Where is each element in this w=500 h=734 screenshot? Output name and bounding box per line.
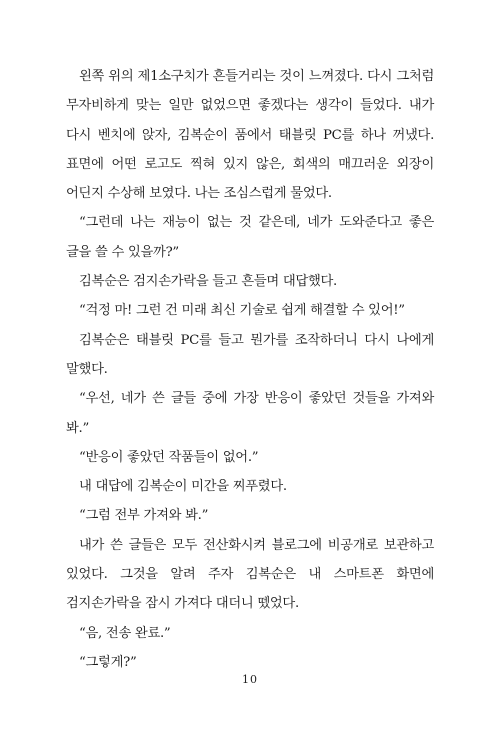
paragraph: “우선, 네가 쓴 글들 중에 가장 반응이 좋았던 것들을 가져와 봐.” [66, 391, 434, 436]
paragraph: 김복순은 검지손가락을 들고 흔들며 대답했다. [79, 274, 337, 290]
paragraph: 내가 쓴 글들은 모두 전산화시켜 블로그에 비공개로 보관하고 있었다. 그것을 알려 주자 김복순은 내 스마트폰 화면에 검지손가락을 잠시 가져다 대더니 뗐었다. [66, 537, 434, 612]
page-body [66, 62, 434, 677]
paragraph: “그렇게?” [79, 654, 137, 670]
paragraph: 내 대답에 김복순이 미간을 찌푸렸다. [79, 479, 287, 495]
page-number: 10 [242, 673, 258, 686]
paragraph: “반응이 좋았던 작품들이 없어.” [79, 449, 259, 465]
paragraph: “그런데 나는 재능이 없는 것 같은데, 네가 도와준다고 좋은 글을 쓸 수 있을까?” [66, 215, 434, 260]
paragraph: 왼쪽 위의 제1소구치가 흔들거리는 것이 느껴졌다. 다시 그처럼 무자비하게 맞는 일만 없었으면 좋겠다는 생각이 들었다. 내가 다시 벤치에 앉자, 김복순이 품에서 태블릿 PC를 하나 꺼냈다. 표면에 어떤 로고도 찍혀 있지 않은, 회색의 매끄러운 외장이 어딘지 수상해 보였다. 나는 조심스럽게 물었다. [66, 69, 434, 202]
paragraph: “그럼 전부 가져와 봐.” [79, 508, 209, 524]
paragraph: 김복순은 태블릿 PC를 들고 뭔가를 조작하더니 다시 나에게 말했다. [66, 332, 434, 377]
paragraph: “음, 전송 완료.” [79, 625, 171, 641]
paragraph: “걱정 마! 그런 건 미래 최신 기술로 쉽게 해결할 수 있어!” [79, 303, 405, 319]
